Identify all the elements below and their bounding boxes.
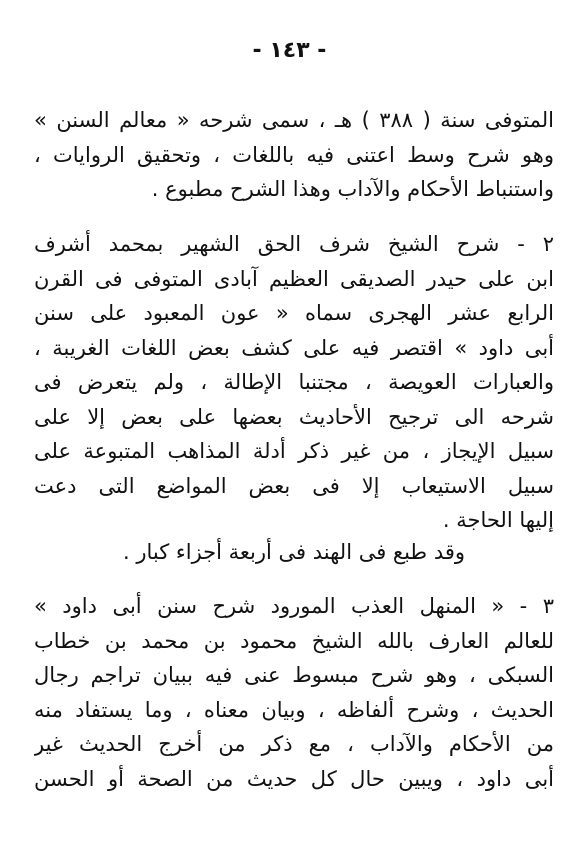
text-line: شرحه الى ترجيح الأحاديث بعضها على بعض إلا على <box>34 404 554 429</box>
text-line: للعالم العارف بالله الشيخ محمود بن محمد بن خطاب <box>34 628 554 653</box>
text-line: سبيل الاستيعاب إلا فى بعض المواضع التى دعت <box>34 473 554 498</box>
paragraph-al-manhal <box>34 589 554 796</box>
text-line: ابن على حيدر الصديقى العظيم آبادى المتوفى فى القرن <box>34 266 554 291</box>
text-line: السبكى ، وهو شرح مبسوط عنى فيه ببيان تراجم رجال <box>34 663 554 687</box>
text-line: الحديث ، وشرح ألفاظه ، وبيان معناه ، وما يستفاد منه <box>34 697 554 722</box>
text-line: سبيل الإيجاز ، من غير ذكر أدلة المذاهب المتبوعة على <box>34 439 554 463</box>
paragraph-khattabi-continuation <box>34 103 554 207</box>
text-line: وقد طبع فى الهند فى أربعة أجزاء كبار . <box>122 540 466 564</box>
text-line: وهو شرح وسط اعتنى فيه باللغات ، وتحقيق الروايات ، <box>34 142 554 167</box>
text-line: أبى داود ، ويبين حال كل حديث من الصحة أو الحسن <box>34 766 554 791</box>
paragraph-awn-al-mabud <box>34 227 554 538</box>
text-line: المتوفى سنة ( ٣٨٨ ) هـ ، سمى شرحه « معالم السنن » <box>34 108 554 132</box>
text-line: أبى داود » اقتصر فيه على كشف بعض اللغات الغريبة ، <box>34 335 554 360</box>
page-number: - ١٤٣ - <box>252 38 327 63</box>
text-line: ٣ - « المنهل العذب المورود شرح سنن أبى داود » <box>34 594 554 618</box>
text-line: من الأحكام والآداب ، مع ذكر من أخرج الحديث غير <box>34 732 554 756</box>
text-line: والعبارات العويصة ، مجتنبا الإطالة ، ولم يتعرض فى <box>34 370 554 394</box>
text-line: الرابع عشر الهجرى سماه « عون المعبود على سنن <box>34 301 554 325</box>
paragraph-printed-in-india <box>34 535 554 570</box>
text-line: واستنباط الأحكام والآداب وهذا الشرح مطبوع . <box>151 177 554 201</box>
text-line: ٢ - شرح الشيخ شرف الحق الشهير بمحمد أشرف <box>34 232 554 256</box>
text-line: إليها الحاجة . <box>442 508 554 532</box>
